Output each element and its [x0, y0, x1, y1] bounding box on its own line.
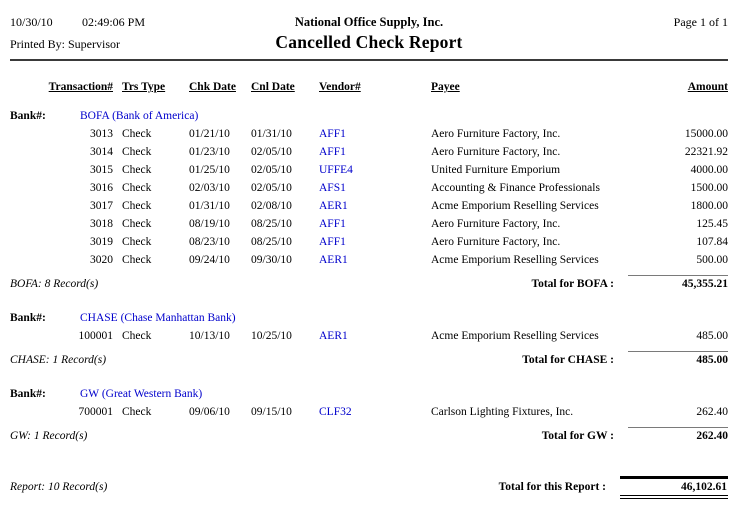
printed-by: Printed By: Supervisor: [10, 37, 120, 51]
vendor-link[interactable]: AER1: [319, 254, 348, 266]
cell-payee: Acme Emporium Reselling Services: [431, 254, 599, 266]
company-name: National Office Supply, Inc.: [294, 15, 444, 29]
table-row: [10, 218, 728, 236]
cell-cnl-date: 02/08/10: [251, 200, 292, 212]
bank-header-row: [10, 110, 728, 126]
vendor-link[interactable]: AER1: [319, 330, 348, 342]
col-transaction: Transaction#: [48, 81, 113, 93]
bank-total-row: [10, 275, 728, 297]
bank-total-row: [10, 351, 728, 373]
report-title: Cancelled Check Report: [275, 32, 463, 52]
table-row: [10, 164, 728, 182]
cell-chk-date: 01/31/10: [189, 200, 230, 212]
report-header-line1: [10, 15, 728, 32]
cell-cnl-date: 02/05/10: [251, 164, 292, 176]
cell-amount: 1500.00: [690, 182, 728, 194]
report-total-label: Total for this Report :: [498, 481, 606, 493]
record-count: CHASE: 1 Record(s): [10, 354, 107, 366]
cell-chk-date: 01/21/10: [189, 128, 230, 140]
cell-cnl-date: 01/31/10: [251, 128, 292, 140]
bank-total-label: Total for BOFA :: [531, 278, 614, 290]
cell-amount: 4000.00: [690, 164, 728, 176]
bank-number-label: Bank#:: [10, 312, 46, 324]
vendor-link[interactable]: CLF32: [319, 406, 352, 418]
page-indicator: Page 1 of 1: [673, 15, 728, 29]
cell-amount: 262.40: [696, 406, 728, 418]
cell-amount: 107.84: [696, 236, 728, 248]
cell-payee: Aero Furniture Factory, Inc.: [431, 236, 561, 248]
cell-amount: 485.00: [696, 330, 728, 342]
col-trs-type: Trs Type: [122, 81, 166, 93]
cell-transaction: 3019: [90, 236, 113, 248]
cell-chk-date: 01/23/10: [189, 146, 230, 158]
col-vendor: Vendor#: [319, 81, 361, 93]
report-header-line2: [10, 32, 728, 54]
bank-link-gw[interactable]: GW (Great Western Bank): [80, 388, 203, 400]
report-total-row: [10, 476, 728, 506]
table-row: [10, 236, 728, 254]
bank-number-label: Bank#:: [10, 110, 46, 122]
vendor-link[interactable]: AFF1: [319, 146, 346, 158]
vendor-link[interactable]: AER1: [319, 200, 348, 212]
bank-section-gw: [10, 388, 728, 449]
cell-trs-type: Check: [122, 406, 152, 418]
cell-trs-type: Check: [122, 128, 152, 140]
col-payee: Payee: [431, 81, 460, 93]
cell-payee: Aero Furniture Factory, Inc.: [431, 146, 561, 158]
col-cnl-date: Cnl Date: [251, 81, 295, 93]
cell-payee: Accounting & Finance Professionals: [431, 182, 600, 194]
header-divider: [10, 59, 728, 61]
cell-amount: 1800.00: [690, 200, 728, 212]
cell-trs-type: Check: [122, 236, 152, 248]
bank-total-amount: 45,355.21: [628, 275, 728, 290]
bank-total-amount: 485.00: [628, 351, 728, 366]
table-row: [10, 200, 728, 218]
cell-transaction: 3014: [90, 146, 113, 158]
bank-total-row: [10, 427, 728, 449]
table-row: [10, 146, 728, 164]
cell-transaction: 3020: [90, 254, 113, 266]
cell-chk-date: 10/13/10: [189, 330, 230, 342]
cell-chk-date: 02/03/10: [189, 182, 230, 194]
vendor-link[interactable]: UFFE4: [319, 164, 353, 176]
cell-cnl-date: 02/05/10: [251, 146, 292, 158]
cell-payee: Aero Furniture Factory, Inc.: [431, 128, 561, 140]
cell-trs-type: Check: [122, 182, 152, 194]
cell-cnl-date: 09/15/10: [251, 406, 292, 418]
cell-transaction: 3013: [90, 128, 113, 140]
cell-chk-date: 09/24/10: [189, 254, 230, 266]
col-chk-date: Chk Date: [189, 81, 236, 93]
bank-header-row: [10, 388, 728, 404]
cell-trs-type: Check: [122, 146, 152, 158]
record-count: GW: 1 Record(s): [10, 430, 88, 442]
cell-transaction: 3018: [90, 218, 113, 230]
cell-transaction: 3017: [90, 200, 113, 212]
report-record-count: Report: 10 Record(s): [10, 481, 108, 493]
bank-header-row: [10, 312, 728, 328]
table-row: [10, 406, 728, 424]
bank-link-bofa[interactable]: BOFA (Bank of America): [80, 110, 199, 122]
bank-link-chase[interactable]: CHASE (Chase Manhattan Bank): [80, 312, 236, 324]
vendor-link[interactable]: AFF1: [319, 236, 346, 248]
bank-section-bofa: [10, 110, 728, 297]
cell-payee: United Furniture Emporium: [431, 164, 561, 176]
cell-transaction: 3015: [90, 164, 113, 176]
cell-cnl-date: 08/25/10: [251, 236, 292, 248]
bank-total-amount: 262.40: [628, 427, 728, 442]
cell-amount: 500.00: [696, 254, 728, 266]
table-row: [10, 330, 728, 348]
cell-amount: 15000.00: [684, 128, 728, 140]
cell-cnl-date: 02/05/10: [251, 182, 292, 194]
cell-payee: Acme Emporium Reselling Services: [431, 330, 599, 342]
cell-transaction: 3016: [90, 182, 113, 194]
cell-cnl-date: 09/30/10: [251, 254, 292, 266]
vendor-link[interactable]: AFF1: [319, 218, 346, 230]
print-time: 02:49:06 PM: [82, 15, 146, 29]
cell-amount: 125.45: [696, 218, 728, 230]
column-header-row: [10, 81, 728, 97]
cell-chk-date: 08/19/10: [189, 218, 230, 230]
report-total-amount: 46,102.61: [620, 476, 728, 499]
cell-cnl-date: 08/25/10: [251, 218, 292, 230]
cell-cnl-date: 10/25/10: [251, 330, 292, 342]
bank-section-chase: [10, 312, 728, 373]
bank-total-label: Total for CHASE :: [522, 354, 614, 366]
table-row: [10, 254, 728, 272]
cell-payee: Carlson Lighting Fixtures, Inc.: [431, 406, 574, 418]
cell-trs-type: Check: [122, 200, 152, 212]
cell-transaction: 700001: [78, 406, 113, 418]
cell-amount: 22321.92: [684, 146, 728, 158]
table-row: [10, 182, 728, 200]
cell-chk-date: 09/06/10: [189, 406, 230, 418]
bank-total-label: Total for GW :: [541, 430, 614, 442]
vendor-link[interactable]: AFF1: [319, 128, 346, 140]
table-row: [10, 128, 728, 146]
cell-trs-type: Check: [122, 254, 152, 266]
cell-payee: Aero Furniture Factory, Inc.: [431, 218, 561, 230]
cell-chk-date: 01/25/10: [189, 164, 230, 176]
cell-chk-date: 08/23/10: [189, 236, 230, 248]
bank-number-label: Bank#:: [10, 388, 46, 400]
cell-trs-type: Check: [122, 330, 152, 342]
cell-payee: Acme Emporium Reselling Services: [431, 200, 599, 212]
cell-transaction: 100001: [78, 330, 113, 342]
print-date: 10/30/10: [10, 15, 53, 29]
cell-trs-type: Check: [122, 218, 152, 230]
cell-trs-type: Check: [122, 164, 152, 176]
record-count: BOFA: 8 Record(s): [10, 278, 99, 290]
vendor-link[interactable]: AFS1: [319, 182, 346, 194]
col-amount: Amount: [687, 81, 728, 93]
